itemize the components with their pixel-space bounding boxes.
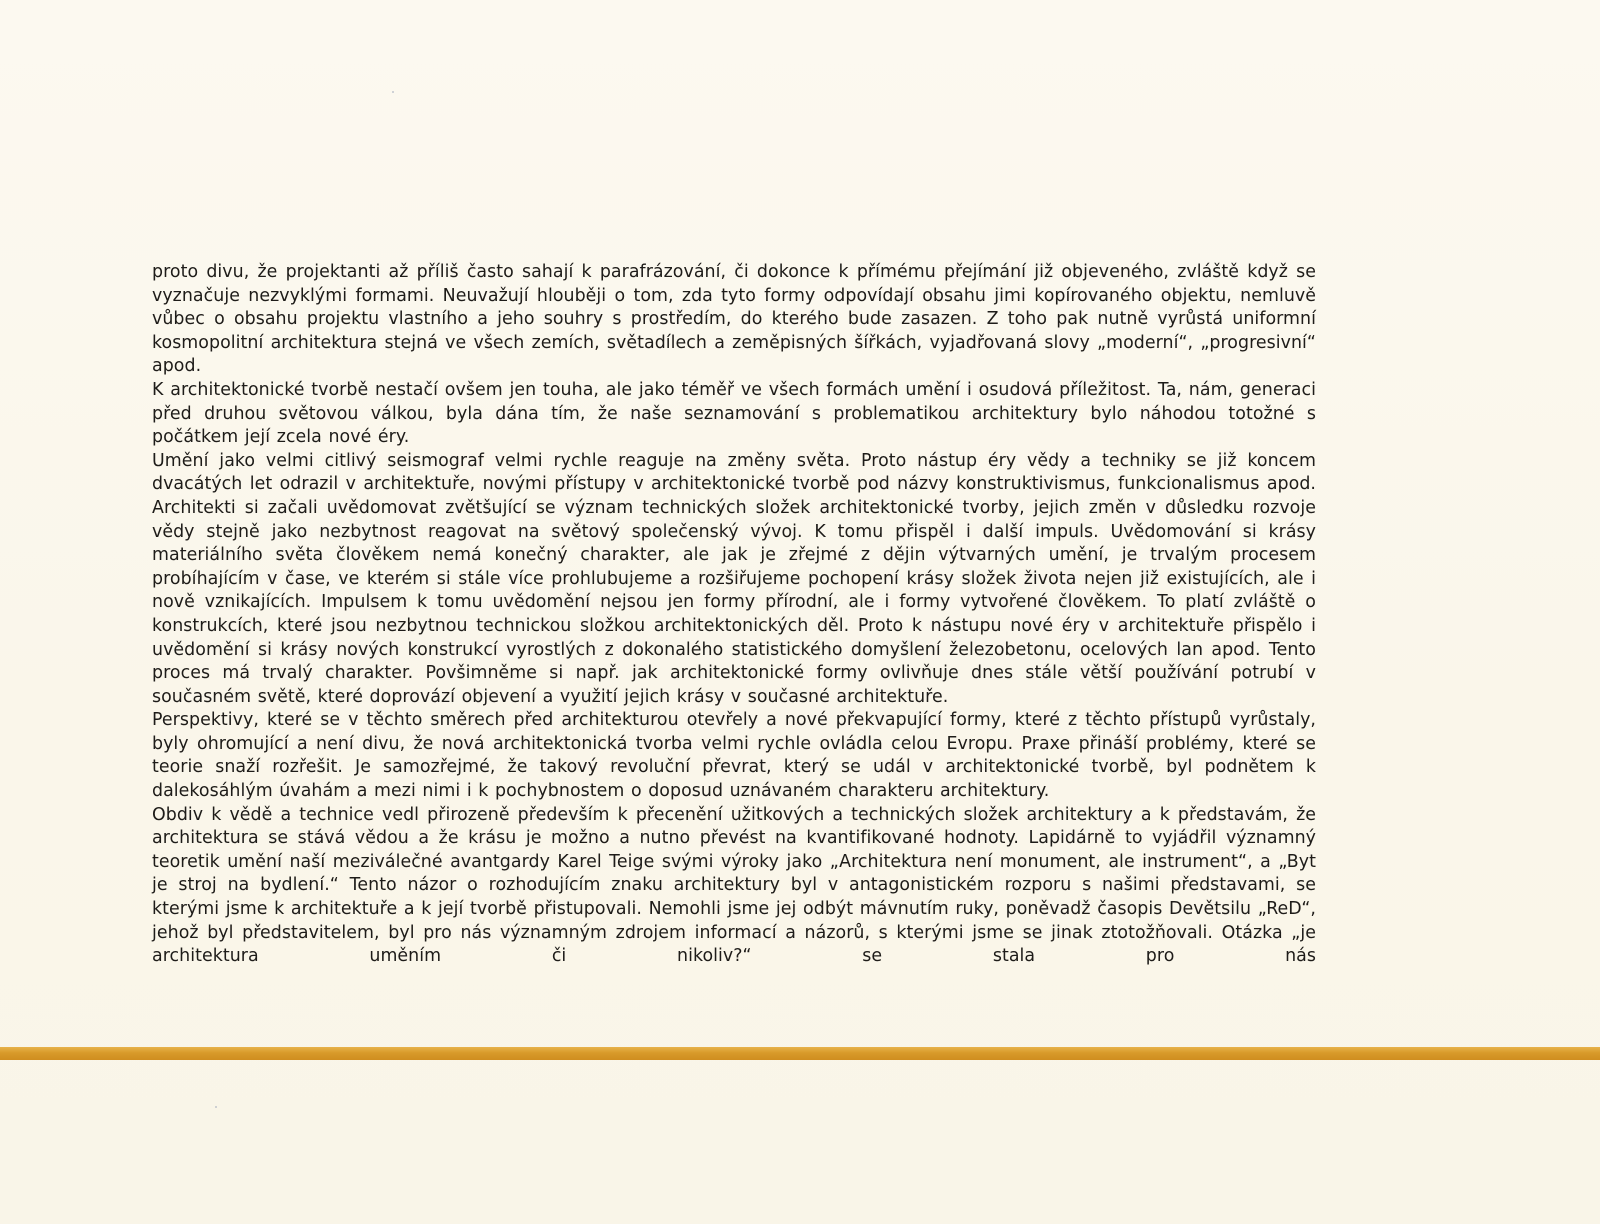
paragraph-5: Obdiv k vědě a technice vedl přirozeně především k přecenění užitkových a technických složek architektury a k představám, že architektura se stává vědou a že krásu je možno a nutno převést na kvantifikované hodnoty. Lapidárně to vyjádřil významný teoretik umění naší meziválečné avantgardy Karel Teige svými výroky jako „Architektura není monument, ale instrument“, a „Byt je stroj na bydlení.“ Tento názor o rozhodujícím znaku architektury byl v antagonistickém rozporu s našimi představami, se kterými jsme k architektuře a k její tvorbě přistupovali. Nemohli jsme jej odbýt mávnutím ruky, poněvadž časopis Devětsilu „ReD“, jehož byl představitelem, byl pro nás významným zdrojem informací a názorů, s kterými jsme se jinak ztotožňovali. Otázka „je architektura uměním či nikoliv?“ se stala pro nás [152, 804, 1316, 967]
paragraph-2: K architektonické tvorbě nestačí ovšem jen touha, ale jako téměř ve všech formách umění i osudová příležitost. Ta, nám, generaci před druhou světovou válkou, byla dána tím, že naše seznamování s problematikou architektury bylo náhodou totožné s počátkem její zcela nové éry. [152, 379, 1316, 448]
paragraph-4: Perspektivy, které se v těchto směrech před architekturou otevřely a nové překvapující formy, které z těchto přístupů vyrůstaly, byly ohromující a není divu, že nová architektonická tvorba velmi rychle ovládla celou Evropu. Praxe přináší problémy, které se teorie snaží rozřešit. Je samozřejmé, že takový revoluční převrat, který se udál v architektonické tvorbě, byl podnětem k dalekosáhlým úvahám a mezi nimi i k pochybnostem o doposud uznávaném charakteru architektury. [152, 710, 1316, 802]
paper-speck [215, 1106, 217, 1108]
paragraph-3: Umění jako velmi citlivý seismograf velmi rychle reaguje na změny světa. Proto nástup éry vědy a techniky se již koncem dvacátých let odrazil v architektuře, novými přístupy v architektonické tvorbě pod názvy konstruktivismus, funkcionalismus apod. Architekti si začali uvědomovat zvětšující se význam technických složek architektonické tvorby, jejich změn v důsledku rozvoje vědy stejně jako nezbytnost reagovat na světový společenský vývoj. K tomu přispěl i další impuls. Uvědomování si krásy materiálního světa člověkem nemá konečný charakter, ale jak je zřejmé z dějin výtvarných umění, je trvalým procesem probíhajícím v čase, ve kterém si stále více prohlubujeme a rozšiřujeme pochopení krásy složek života nejen již existujících, ale i nově vznikajících. Impulsem k tomu uvědomění nejsou jen formy přírodní, ale i formy vytvořené člověkem. To platí zvláště o konstrukcích, které jsou nezbytnou technickou složkou architektonických děl. Proto k nástupu nové éry v architektuře přispělo i uvědomění si krásy nových konstrukcí vyrostlých z dokonalého statistického domyšlení železobetonu, ocelových lan apod. Tento proces má trvalý charakter. Povšimněme si např. jak architektonické formy ovlivňuje dnes stále větší používání potrubí v současném světě, které doprovází objevení a využití jejich krásy v současné architektuře. [152, 450, 1316, 707]
paper-speck [392, 91, 394, 93]
paragraph-1: proto divu, že projektanti až příliš často sahají k parafrázování, či dokonce k přímému přejímání již objeveného, zvláště když se vyznačuje nezvyklými formami. Neuvažují hlouběji o tom, zda tyto formy odpovídají obsahu jimi kopírovaného objektu, nemluvě vůbec o obsahu projektu vlastního a jeho souhry s prostředím, do kterého bude zasazen. Z toho pak nutně vyrůstá uniformní kosmopolitní architektura stejná ve všech zemích, světadílech a zeměpisných šířkách, vyjadřovaná slovy „moderní“, „progresivní“ apod. [152, 262, 1316, 377]
body-text [152, 261, 1316, 969]
gold-horizontal-rule [0, 1047, 1600, 1060]
